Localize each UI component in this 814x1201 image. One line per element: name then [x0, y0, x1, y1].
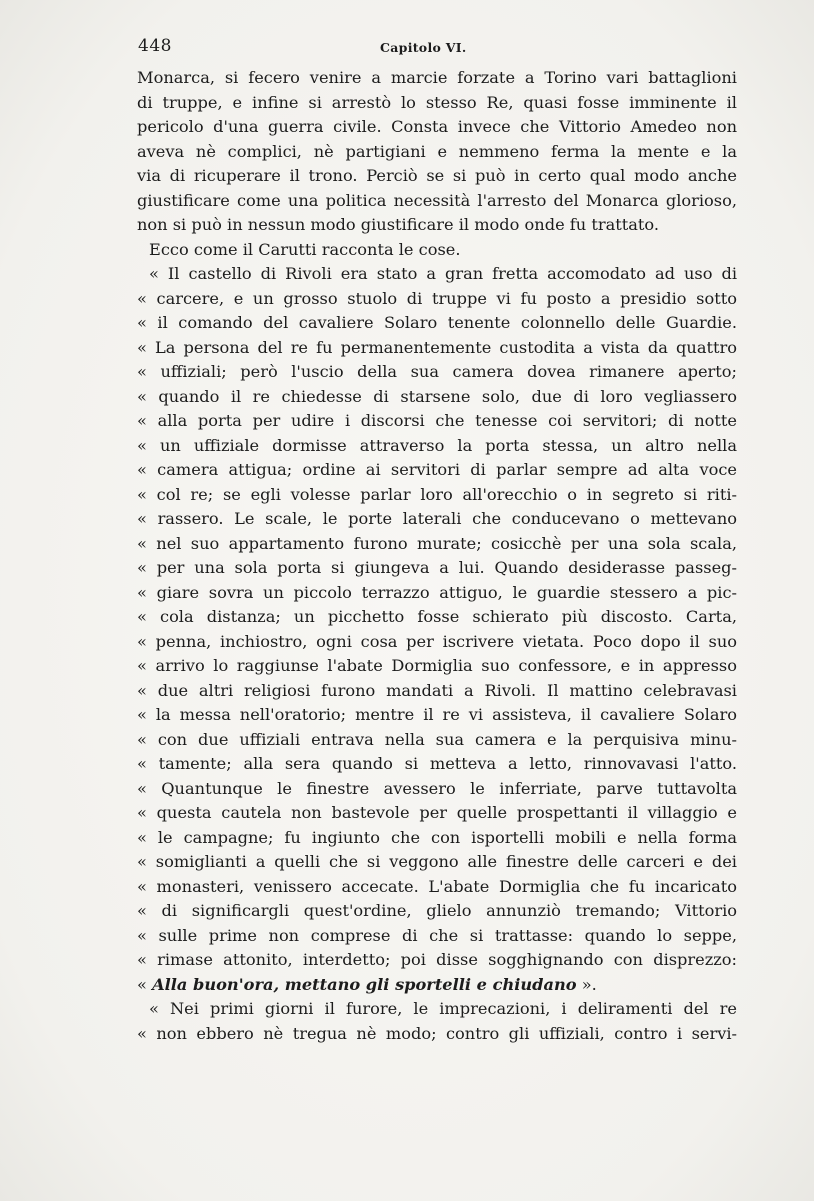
text-line: « sulle prime non comprese di che si trattasse: quando lo seppe,: [137, 925, 737, 945]
text-line: via di ricuperare il trono. Perciò se si può in certo qual modo anche: [137, 166, 737, 185]
text-line: « questa cautela non bastevole per quelle prospettanti il villaggio e: [137, 803, 737, 822]
text-line: « un uffiziale dormisse attraverso la porta stessa, un altro nella: [137, 435, 737, 455]
quote-close: ».: [581, 974, 597, 994]
text-line: « alla porta per udire i discorsi che tenesse coi servitori; di notte: [137, 411, 737, 430]
text-line: « di significargli quest'ordine, glielo annunziò tremando; Vittorio: [137, 901, 737, 920]
text-line: « penna, inchiostro, ogni cosa per iscrivere vietata. Poco dopo il suo: [137, 631, 737, 651]
text-line: Monarca, si fecero venire a marcie forzate a Torino vari battaglioni: [137, 68, 737, 87]
quote-line: [137, 973, 737, 998]
text-line: « tamente; alla sera quando si metteva a letto, rinnovavasi l'atto.: [137, 754, 737, 773]
text-line: giustificare come una politica necessità l'arresto del Monarca glorioso,: [137, 190, 737, 210]
text-line: « rassero. Le scale, le porte laterali che conducevano o mettevano: [137, 509, 737, 528]
text-line: aveva nè complici, nè partigiani e nemmeno ferma la mente e la: [137, 141, 737, 161]
text-line: « Quantunque le finestre avessero le inferriate, parve tuttavolta: [137, 778, 737, 798]
text-line: « camera attigua; ordine ai servitori di parlar sempre ad alta voce: [137, 460, 737, 479]
text-line: « monasteri, venissero accecate. L'abate Dormiglia che fu incaricato: [137, 876, 737, 896]
quote-italic: Alla buon'ora, mettano gli sportelli e chiudano: [152, 974, 577, 994]
text-line: « La persona del re fu permanentemente custodita a vista da quattro: [137, 337, 737, 357]
text-line: « rimase attonito, interdetto; poi disse sogghignando con disprezzo:: [137, 950, 737, 969]
quote-open: «: [137, 974, 147, 994]
text-line: Ecco come il Carutti racconta le cose.: [149, 239, 461, 259]
text-line: non si può in nessun modo giustificare il modo onde fu trattato.: [137, 215, 660, 234]
text-line: « Il castello di Rivoli era stato a gran fretta accomodato ad uso di: [149, 264, 737, 283]
text-line: « Nei primi giorni il furore, le imprecazioni, i deliramenti del re: [149, 999, 737, 1018]
body-text: [137, 66, 737, 1046]
text-line: pericolo d'una guerra civile. Consta invece che Vittorio Amedeo non: [137, 117, 737, 136]
text-line: « nel suo appartamento furono murate; cosicchè per una sola scala,: [137, 533, 737, 553]
text-line: « carcere, e un grosso stuolo di truppe vi fu posto a presidio sotto: [137, 288, 737, 308]
text-line: « le campagne; fu ingiunto che con isportelli mobili e nella forma: [137, 827, 737, 847]
text-line: « la messa nell'oratorio; mentre il re vi assisteva, il cavaliere Solaro: [137, 705, 737, 724]
text-line: « col re; se egli volesse parlar loro all'orecchio o in segreto si riti-: [137, 484, 737, 504]
text-line: « il comando del cavaliere Solaro tenente colonnello delle Guardie.: [137, 313, 737, 332]
text-line: « per una sola porta si giungeva a lui. Quando desiderasse passeg-: [137, 558, 737, 577]
page-number: 448: [138, 36, 172, 56]
text-line: « due altri religiosi furono mandati a Rivoli. Il mattino celebravasi: [137, 680, 737, 700]
text-line: « cola distanza; un picchetto fosse schierato più discosto. Carta,: [137, 607, 737, 626]
text-line: « arrivo lo raggiunse l'abate Dormiglia suo confessore, e in appresso: [137, 656, 737, 675]
running-head: Capitolo VI.: [380, 40, 467, 55]
text-line: « uffiziali; però l'uscio della sua camera dovea rimanere aperto;: [137, 362, 737, 381]
text-line: « non ebbero nè tregua nè modo; contro gli uffiziali, contro i servi-: [137, 1023, 737, 1043]
text-line: « somiglianti a quelli che si veggono alle finestre delle carceri e dei: [137, 852, 737, 871]
text-line: « con due uffiziali entrava nella sua camera e la perquisiva minu-: [137, 729, 737, 749]
text-line: « quando il re chiedesse di starsene solo, due di loro vegliassero: [137, 386, 737, 406]
text-line: di truppe, e infine si arrestò lo stesso Re, quasi fosse imminente il: [137, 92, 737, 112]
text-line: « giare sovra un piccolo terrazzo attiguo, le guardie stessero a pic-: [137, 582, 737, 602]
